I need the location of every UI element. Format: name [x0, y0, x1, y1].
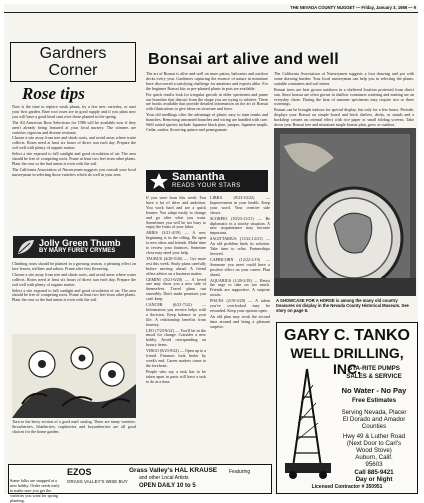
ad-address-2: (Next Door to Carl's: [346, 440, 402, 447]
ad-logo-sub: GRASS VALLEY'S WISE BUY: [67, 479, 128, 484]
ad-sub1: STA-RITE PUMPS: [348, 365, 400, 372]
bonsai-paragraph: For quick results look for irregular growth in older specimens and prune out branches that distract from the shape you are trying to achieve. There are books available that provide detailed information on the art of Bonsai with illustrations to give ideas on structure and form.: [146, 91, 268, 112]
horoscope-paragraph: People who say a task has to be taken apart in parts will have a task to do at a time.: [146, 368, 206, 384]
berry-text: [12, 420, 136, 460]
gardners-paragraph: The California Association of Nurserymen suggests you consult your local nurseryman in selecting those varieties which do well in your area.: [12, 166, 136, 177]
newspaper-page: [4, 4, 418, 503]
samantha-title: Samantha: [172, 171, 225, 183]
ad-zip: 95603: [365, 461, 383, 468]
photo-caption: A SHOWCASE FOR A HORSE is among the many old country treasures on display in the Nevada County Historical Museum. See story on page 8.: [276, 298, 409, 313]
ad-counties: El Dorado and Amador: [342, 416, 406, 423]
ad-no-water: No Water - No Pay: [341, 386, 407, 395]
gardners-title-line1: Gardners: [39, 45, 107, 62]
bonsai-paragraph: Your old seedlings offer the advantage of plastic easy to train trunks and branches. Removing unwanted branches and wiring are handled with care. Well suited species include Japanese black pine, juniper, Japanese maple, Cedar, azalea, flowering quince and pomegranate.: [146, 112, 268, 132]
jolly-byline: BY MARY FUREY CRYMES: [39, 248, 116, 254]
ad-hours: OPEN DAILY 10 to 5: [139, 483, 196, 489]
seed-order-note: Some folks are snapped at a new hobby. Order seeds early to make sure you get the varieties you want for spring planting.: [10, 478, 60, 503]
ad-name-line2: WELL DRILLING, INC.: [290, 345, 404, 377]
ad-serving: Serving Nevada, Placer: [341, 409, 407, 416]
gardners-corner-title: [10, 42, 136, 82]
bonsai-paragraph: The art of Bonsai is alive and well on more patios, balconies and outdoor decks every year. Gardeners capturing the essence of nature in miniature have discovered a satisfying challenge for amateurs and experts alike. For the beginner Bonsai kits or pre-planted plants in pots are available.: [146, 71, 268, 91]
ad-logo: EZOS: [67, 467, 92, 477]
gardners-text-top: [12, 105, 136, 233]
bonsai-headline: Bonsai art alive and well: [148, 51, 339, 68]
horoscope-paragraph: PISCES (2/19-3/20) — A talent you've overlooked may be rewarded. Keep your options open.: [210, 298, 270, 313]
horoscope-paragraph: CAPRICORN (12/22-1/19) — Someone you meet could have a positive effect on your career. Plan ahead.: [210, 256, 270, 277]
jolly-paragraph: Choose a site away from tree and shrub roots, and avoid areas where water collects. Roses need at least six hours of direct sun each day. Prepare the soil well with plenty of organic matter.: [12, 271, 136, 287]
gardners-title-line2: Corner: [48, 62, 98, 79]
tanko-well-drilling-ad: [276, 322, 418, 494]
rose-tips-subtitle: Rose tips: [22, 84, 85, 103]
page-header: THE NEVADA COUNTY NUGGET — Friday, January 3, 1986 — 9: [290, 5, 416, 10]
ad-featuring: Featuring: [229, 469, 251, 475]
ad-artists-sub: and other Local Artists: [139, 475, 189, 481]
ad-sub2: SALES & SERVICE: [346, 373, 402, 380]
horoscope-paragraph: If you were born this week: You have a lot of drive and ambition. You work hard and are a quick learner. You adapt easily to change and go after what you want. Sometimes you will be too busy to enjoy the fruits of your labor.: [146, 195, 206, 230]
leaf-icon: [16, 238, 36, 256]
jolly-green-thumb-banner: [13, 236, 135, 258]
horoscope-paragraph: VIRGO (8/23-9/22) — Open up to a friend. Finances look better by week's end. Career matters come to the forefront.: [146, 348, 206, 368]
ad-city: Auburn, Calif.: [355, 454, 393, 461]
jolly-text: [12, 262, 136, 332]
bonsai-paragraph: Bonsai can be brought indoors for special display, but only for a few hours. Periodic displays your Bonsai on simple board and brick shelves, decks, or stands and a backdrop creates an oriental effect with rice paper or small folding screens. Take down your Bonsai tree and miniature maple bonsai plan, grow or outdoor.: [274, 107, 414, 128]
ad-free-estimates: Free Estimates: [351, 397, 397, 404]
samantha-subtitle: READS YOUR STARS: [172, 183, 241, 189]
gardners-paragraph: Now is the time to replace weak plants, try a few new varieties, or start your first garden. Bare root roses are in good supply and if you plant now you will have a good head start over those planted in the spring.: [12, 104, 136, 119]
gardners-paragraph: Choose a site away from tree and shrub roots, and avoid areas where water collects. Roses need at least six hours of direct sun each day. Prepare the soil well with plenty of organic matter.: [12, 135, 136, 151]
samantha-banner: [146, 170, 268, 192]
horoscope-paragraph: LEO (7/23-8/22) — You'll be in the mood for change. Consider a new hobby. Avoid overspending on luxury items.: [146, 327, 206, 348]
jolly-paragraph: Select a site exposed to full sunlight and good circulation of air. The area should be free of competing roots. Prune at least two feet from other plants. Plant the rose so the bud union is even with the soil.: [12, 287, 136, 303]
bonsai-paragraph: The California Association of Nurserymen suggests a foot drawing and pot with some drawing burden. Your local nurseryman can help you in selecting the plants, suitable containers and soil mixes.: [274, 71, 414, 86]
horoscope-paragraph: AQUARIUS (1/20-2/18) — Resist the urge to take on too much. Friends are supportive. A surprise awaits.: [210, 277, 270, 298]
bonsai-paragraph: Bonsai trees are best grown outdoors in a sheltered location protected from direct sun. Since bonsai are often grown in shallow containers watering and misting are an everyday chore. During the heat of summer specimens may require two or three waterings.: [274, 86, 414, 107]
jolly-green-thumb-title: Jolly Green Thumb: [39, 238, 121, 248]
ad-address-3: Wood Stove): [356, 447, 392, 454]
bonsai-col-2: [274, 71, 414, 128]
horoscope-paragraph: GEMINI (5/21-6/20) — A loved one may show you a new side of themselves. Travel plans run smoothly. Don't make promises you can't keep.: [146, 276, 206, 302]
ad-day-night: Day or Night: [355, 476, 393, 483]
star-icon: [149, 172, 169, 190]
berry-paragraph: Turn to the berry section of a good mail catalog. There are many varieties. Strawberries, blueberries, raspberries and boysenberries are all good choices for the home garden.: [12, 419, 136, 434]
ad-counties-2: Counties: [361, 423, 387, 430]
ad-artist: Grass Valley's HAL KRAUSE: [129, 467, 218, 474]
ad-call: Call 885-9421: [354, 469, 394, 476]
horoscope-col-2: [210, 196, 270, 462]
ad-name-line1: GARY C. TANKO: [284, 327, 410, 344]
gardners-paragraph: Select a site exposed to full sunlight and good circulation of air. The area should be free of competing roots. Prune at least two feet from other plants. Plant the rose so the bud union is even with the soil.: [12, 151, 136, 166]
horoscope-paragraph: SAGITTARIUS (11/22-12/21) — An old problem finds its solution. Take time to relax. Partnerships favored.: [210, 236, 270, 256]
jolly-paragraph: Climbing roses should be planted in a growing season, a pleasing effect on lace fences, trellises and arbors. Prune after first flowering.: [12, 261, 136, 271]
ad-license: Licensed Contractor # 350951: [311, 484, 383, 490]
horoscope-paragraph: An old plan may work the second time around and bring a pleasant surprise.: [210, 313, 270, 329]
horoscope-paragraph: ARIES (3/21-4/19) — A new beginning is in the offing. Be open to new ideas and friends. Make time to review your finances. Someone close may need your help.: [146, 230, 206, 255]
horse-photo: [274, 128, 416, 296]
ad-address-1: Hwy 49 & Luther Road: [342, 433, 406, 440]
bonsai-col-1: [146, 72, 268, 168]
flower-illustration: [12, 334, 136, 418]
header-rule: [4, 12, 418, 13]
horoscope-col-1: [146, 196, 206, 462]
horoscope-paragraph: SCORPIO (10/23-11/21) — Be diplomatic in a touchy situation. A new acquaintance may become important.: [210, 215, 270, 236]
horoscope-paragraph: TAURUS (4/20-5/20) — Get more rest this week. Study plans carefully before moving ahead. A friend offers advice on a business matter.: [146, 255, 206, 276]
drill-rig-illustration: [283, 367, 333, 479]
gardners-paragraph: The All American Rose Selections for 1986 will be available now if they aren't already being featured at your local nursery. The winners are varieties vigorous and disease resistant.: [12, 119, 136, 135]
horoscope-paragraph: LIBRA (9/23-10/22) — Improvement in your health. Keep your word. Your creative side shows.: [210, 195, 270, 215]
horoscope-paragraph: CANCER (6/21-7/22) — Information you receive helps with a decision. Keep balance in your life. A relationship benefits from honesty.: [146, 302, 206, 327]
